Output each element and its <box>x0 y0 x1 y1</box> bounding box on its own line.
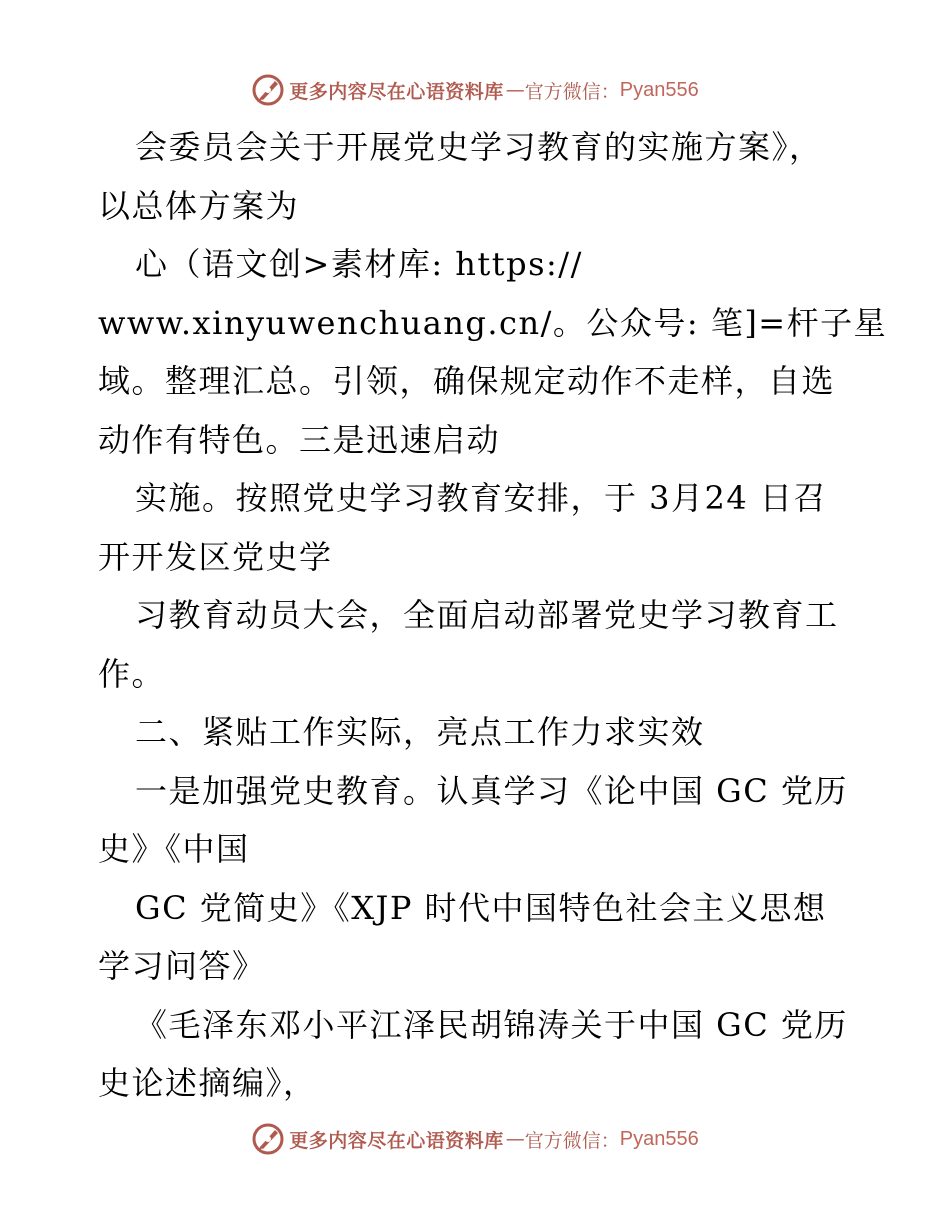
body-line: 开开发区党史学 <box>98 537 333 576</box>
header-wechat-id: Pyan556 <box>619 78 699 101</box>
quill-pen-logo-icon <box>251 73 285 107</box>
header-brand-text: 更多内容尽在心语资料库 <box>289 80 504 103</box>
header-watermark <box>0 70 950 110</box>
header-wechat-label: 官方微信： <box>524 80 620 103</box>
section-heading: 二、紧贴工作实际，亮点工作力求实效 <box>135 713 705 751</box>
footer-watermark <box>0 1119 950 1159</box>
body-line: 史》《中国 <box>98 830 250 868</box>
body-line: 一是加强党史教育。认真学习《论中国 GC 党历 <box>135 771 848 810</box>
footer-separator: — <box>505 1128 523 1150</box>
body-line: GC 党简史》《XJP 时代中国特色社会主义思想 <box>135 888 827 927</box>
body-line: 以总体方案为 <box>98 186 300 225</box>
document-body <box>98 118 888 1113</box>
body-line: 学习问答》 <box>98 947 266 985</box>
body-line: www.xinyuwenchuang.cn/。公众号: 笔]=杆子星 <box>98 303 888 342</box>
quill-pen-logo-icon <box>251 1122 285 1156</box>
body-line: 域。整理汇总。引领，确保规定动作不走样，自选 <box>98 362 836 400</box>
header-separator: — <box>505 79 523 101</box>
footer-brand-text: 更多内容尽在心语资料库 <box>289 1129 504 1152</box>
body-line: 史论述摘编》， <box>98 1064 317 1102</box>
footer-wechat-label: 官方微信： <box>524 1129 620 1152</box>
body-line: 动作有特色。三是迅速启动 <box>98 420 501 459</box>
footer-wechat-id: Pyan556 <box>619 1127 699 1150</box>
body-line: 心（语文创>素材库: https:// <box>135 245 583 283</box>
body-line: 作。 <box>98 654 166 693</box>
body-line: 会委员会关于开展党史学习教育的实施方案》， <box>135 128 823 166</box>
body-line: 《毛泽东邓小平江泽民胡锦涛关于中国 GC 党历 <box>135 1005 848 1044</box>
body-line: 习教育动员大会，全面启动部署党史学习教育工 <box>135 596 839 634</box>
body-line: 实施。按照党史学习教育安排，于 3月24 日召 <box>135 479 827 517</box>
